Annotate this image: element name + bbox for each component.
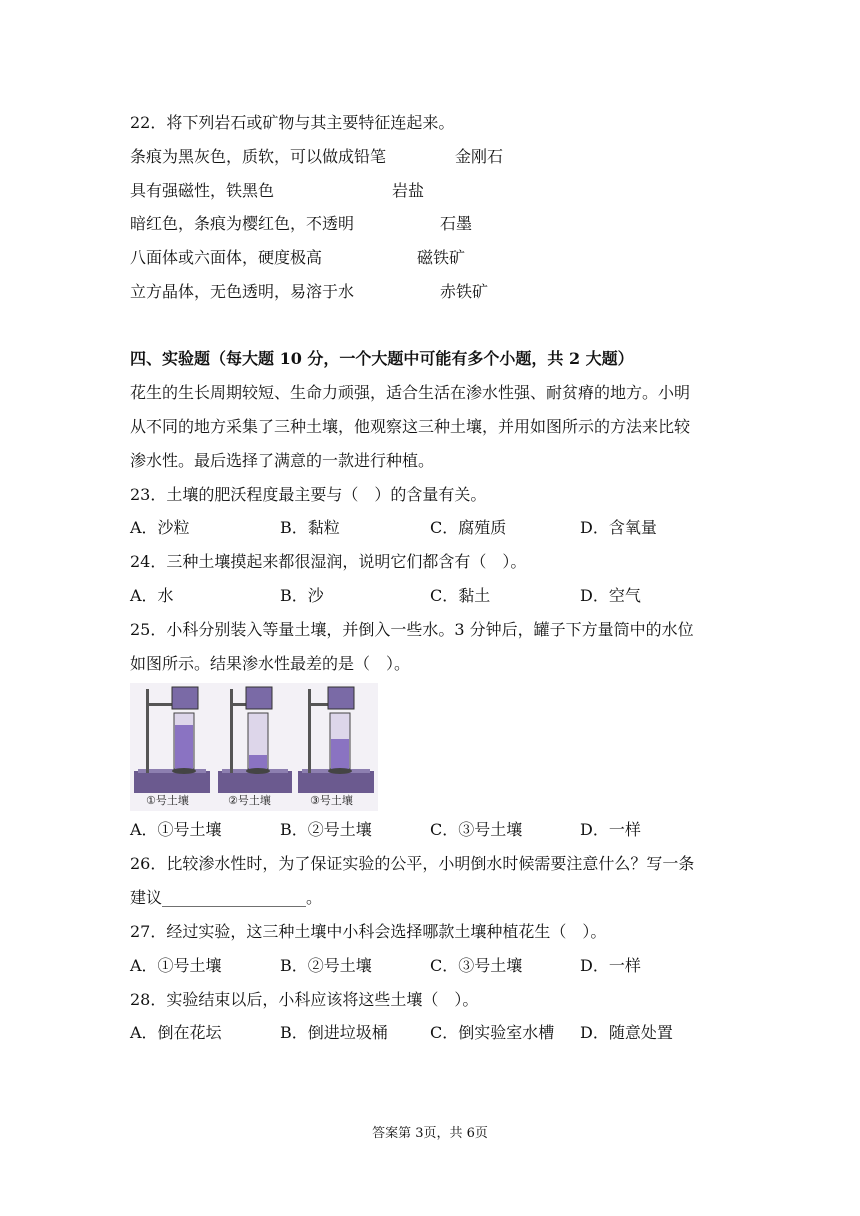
q28-option-d[interactable]: D．随意处置	[580, 1023, 673, 1042]
q22-pair-5	[130, 281, 730, 303]
q24-stem: 24．三种土壤摸起来都很湿润，说明它们都含有（ ）。	[130, 552, 527, 571]
intro-line-3: 渗水性。最后选择了满意的一款进行种植。	[130, 451, 435, 470]
q23-option-a[interactable]: A．沙粒	[130, 518, 190, 537]
q28-option-c[interactable]: C．倒实验室水槽	[430, 1023, 555, 1042]
q25-option-a[interactable]: A．①号土壤	[130, 820, 222, 839]
q28-stem: 28．实验结束以后，小科应该将这些土壤（ ）。	[130, 990, 479, 1009]
q23-option-d[interactable]: D．含氧量	[580, 518, 657, 537]
q27-option-b[interactable]: B．②号土壤	[280, 956, 372, 975]
q24-option-d[interactable]: D．空气	[580, 586, 641, 605]
q22-mineral: 磁铁矿	[417, 248, 466, 267]
q23-option-b[interactable]: B．黏粒	[280, 518, 340, 537]
q27-stem: 27．经过实验，这三种土壤中小科会选择哪款土壤种植花生（ ）。	[130, 922, 607, 941]
q22-pair-4	[130, 247, 730, 269]
q22-feature: 八面体或六面体，硬度极高	[130, 248, 323, 267]
q22-feature: 立方晶体，无色透明，易溶于水	[130, 282, 355, 301]
q22-pair-1	[130, 146, 730, 168]
q25-stem-line-2: 如图所示。结果渗水性最差的是（ ）。	[130, 654, 411, 673]
soil-experiment-figure	[130, 683, 378, 811]
q22-mineral: 赤铁矿	[440, 282, 489, 301]
q22-mineral: 金刚石	[455, 147, 504, 166]
q22-feature: 暗红色，条痕为樱红色，不透明	[130, 214, 355, 233]
q27-option-d[interactable]: D．一样	[580, 956, 641, 975]
q23-option-c[interactable]: C．腐殖质	[430, 518, 507, 537]
q27-option-a[interactable]: A．①号土壤	[130, 956, 222, 975]
q23-stem: 23．土壤的肥沃程度最主要与（ ）的含量有关。	[130, 485, 487, 504]
figure-label-1: ①号土壤	[146, 794, 189, 807]
q28-option-a[interactable]: A．倒在花坛	[130, 1023, 222, 1042]
figure-label-2: ②号土壤	[228, 794, 271, 807]
q24-option-a[interactable]: A．水	[130, 586, 174, 605]
q25-stem-line-1: 25．小科分别装入等量土壤，并倒入一些水。3 分钟后，罐子下方量筒中的水位	[130, 620, 694, 639]
q24-option-c[interactable]: C．黏土	[430, 586, 491, 605]
section-heading: 四、实验题（每大题 10 分，一个大题中可能有多个小题，共 2 大题）	[130, 349, 634, 368]
q26-stem-line-2[interactable]: 建议__________________。	[130, 888, 323, 907]
q27-option-c[interactable]: C．③号土壤	[430, 956, 523, 975]
page-footer: 答案第 3页，共 6页	[372, 1126, 488, 1141]
q22-pair-2	[130, 180, 730, 202]
q22-feature: 条痕为黑灰色，质软，可以做成铅笔	[130, 147, 387, 166]
q26-stem-line-1: 26．比较渗水性时，为了保证实验的公平，小明倒水时候需要注意什么？写一条	[130, 854, 695, 873]
q24-option-b[interactable]: B．沙	[280, 586, 324, 605]
intro-line-2: 从不同的地方采集了三种土壤，他观察这三种土壤，并用如图所示的方法来比较	[130, 417, 691, 436]
q22-pair-3	[130, 213, 730, 235]
q25-option-b[interactable]: B．②号土壤	[280, 820, 372, 839]
q22-stem: 22．将下列岩石或矿物与其主要特征连起来。	[130, 113, 455, 132]
q22-mineral: 岩盐	[392, 181, 425, 200]
q28-option-b[interactable]: B．倒进垃圾桶	[280, 1023, 388, 1042]
intro-line-1: 花生的生长周期较短、生命力顽强，适合生活在渗水性强、耐贫瘠的地方。小明	[130, 383, 691, 402]
q22-mineral: 石墨	[440, 214, 473, 233]
q25-option-d[interactable]: D．一样	[580, 820, 641, 839]
q22-feature: 具有强磁性，铁黑色	[130, 181, 275, 200]
figure-label-3: ③号土壤	[310, 794, 353, 807]
q25-option-c[interactable]: C．③号土壤	[430, 820, 523, 839]
